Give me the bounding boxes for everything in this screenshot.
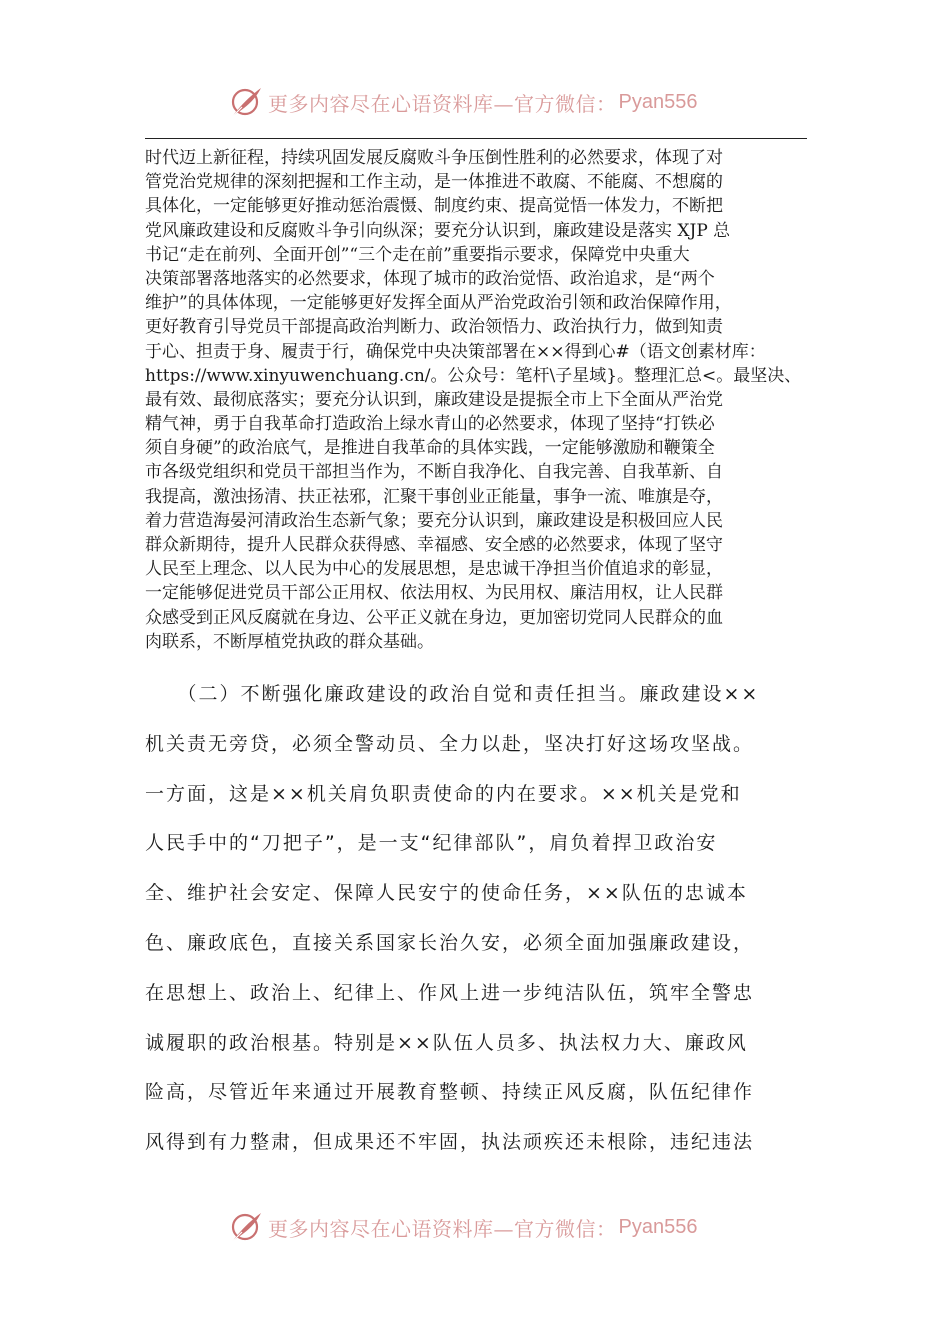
text-line: 在思想上、政治上、纪律上、作风上进一步纯洁队伍，筑牢全警忠 <box>145 981 755 1004</box>
text-line: 风得到有力整肃，但成果还不牢固，执法顽疾还未根除，违纪违法 <box>145 1131 755 1154</box>
banner-wechat-id: Pyan556 <box>618 90 698 113</box>
text-line: 全、维护社会安定、保障人民安宁的使命任务，××队伍的忠诚本 <box>145 882 748 905</box>
text-line: 须自身硬”的政治底气，是推进自我革命的具体实践，一定能够激励和鞭策全 <box>145 438 715 459</box>
text-line: 我提高，激浊扬清、扶正祛邪，汇聚干事创业正能量，事争一流、唯旗是夺， <box>145 486 723 507</box>
text-line: 具体化，一定能够更好推动惩治震慑、制度约束、提高觉悟一体发力，不断把 <box>145 196 723 217</box>
text-line: 精气神，勇于自我革命打造政治上绿水青山的必然要求，体现了坚持“打铁必 <box>145 414 715 435</box>
feather-pen-logo-icon <box>228 84 264 120</box>
text-line: 人民手中的“刀把子”，是一支“纪律部队”，肩负着捍卫政治安 <box>145 832 718 855</box>
text-line: 着力营造海晏河清政治生态新气象；要充分认识到，廉政建设是积极回应人民 <box>145 510 723 531</box>
text-line: 时代迈上新征程，持续巩固发展反腐败斗争压倒性胜利的必然要求，体现了对 <box>145 148 723 168</box>
feather-pen-logo-icon <box>228 1209 264 1245</box>
text-line: 险高，尽管近年来通过开展教育整顿、持续正风反腐，队伍纪律作 <box>145 1081 755 1104</box>
text-line: 书记“走在前列、全面开创”“三个走在前”重要指示要求，保障党中央重大 <box>145 244 690 265</box>
text-line: 于心、担责于身、履责于行，确保党中央决策部署在××得到心#（语文创素材库： <box>145 341 766 362</box>
paragraph-1 <box>145 146 807 654</box>
text-line: https://www.xinyuwenchuang.cn/。公众号：笔杆\子星域}。整理汇总<。最坚决、 <box>145 365 802 386</box>
text-line: 一方面，这是××机关肩负职责使命的内在要求。××机关是党和 <box>145 782 742 805</box>
text-line: 一定能够促进党员干部公正用权、依法用权、为民用权、廉洁用权，让人民群 <box>145 583 723 604</box>
text-line: 群众新期待，提升人民群众获得感、幸福感、安全感的必然要求，体现了坚守 <box>145 535 723 555</box>
banner-wechat-id: Pyan556 <box>618 1215 698 1238</box>
banner-text: 更多内容尽在心语资料库—官方微信： <box>268 1216 617 1241</box>
text-line: 肉联系，不断厚植党执政的群众基础。 <box>145 631 434 652</box>
paragraph-2 <box>145 670 807 1168</box>
text-line: 人民至上理念、以人民为中心的发展思想，是忠诚干净担当价值追求的彰显， <box>145 559 723 580</box>
text-line: 决策部署落地落实的必然要求，体现了城市的政治觉悟、政治追求，是“两个 <box>145 268 715 289</box>
header-watermark-banner <box>0 82 950 122</box>
text-line: 色、廉政底色，直接关系国家长治久安，必须全面加强廉政建设， <box>145 931 755 954</box>
text-line: （二）不断强化廉政建设的政治自觉和责任担当。廉政建设×× <box>145 683 760 705</box>
text-line: 党风廉政建设和反腐败斗争引向纵深；要充分认识到，廉政建设是落实 XJP 总 <box>145 220 731 241</box>
text-line: 机关责无旁贷，必须全警动员、全力以赴，坚决打好这场攻坚战。 <box>145 732 755 755</box>
text-line: 管党治党规律的深刻把握和工作主动，是一体推进不敢腐、不能腐、不想腐的 <box>145 172 723 193</box>
banner-text: 更多内容尽在心语资料库—官方微信： <box>268 91 617 116</box>
text-line: 维护”的具体体现，一定能够更好发挥全面从严治党政治引领和政治保障作用， <box>145 293 732 314</box>
footer-watermark-banner <box>0 1207 950 1247</box>
text-line: 众感受到正风反腐就在身边、公平正义就在身边，更加密切党同人民群众的血 <box>145 607 723 628</box>
text-line: 市各级党组织和党员干部担当作为，不断自我净化、自我完善、自我革新、自 <box>145 462 723 483</box>
text-line: 最有效、最彻底落实；要充分认识到，廉政建设是提振全市上下全面从严治党 <box>145 389 723 410</box>
text-line: 诚履职的政治根基。特别是××队伍人员多、执法权力大、廉政风 <box>145 1031 748 1054</box>
header-divider <box>145 138 807 139</box>
text-line: 更好教育引导党员干部提高政治判断力、政治领悟力、政治执行力，做到知责 <box>145 317 723 338</box>
